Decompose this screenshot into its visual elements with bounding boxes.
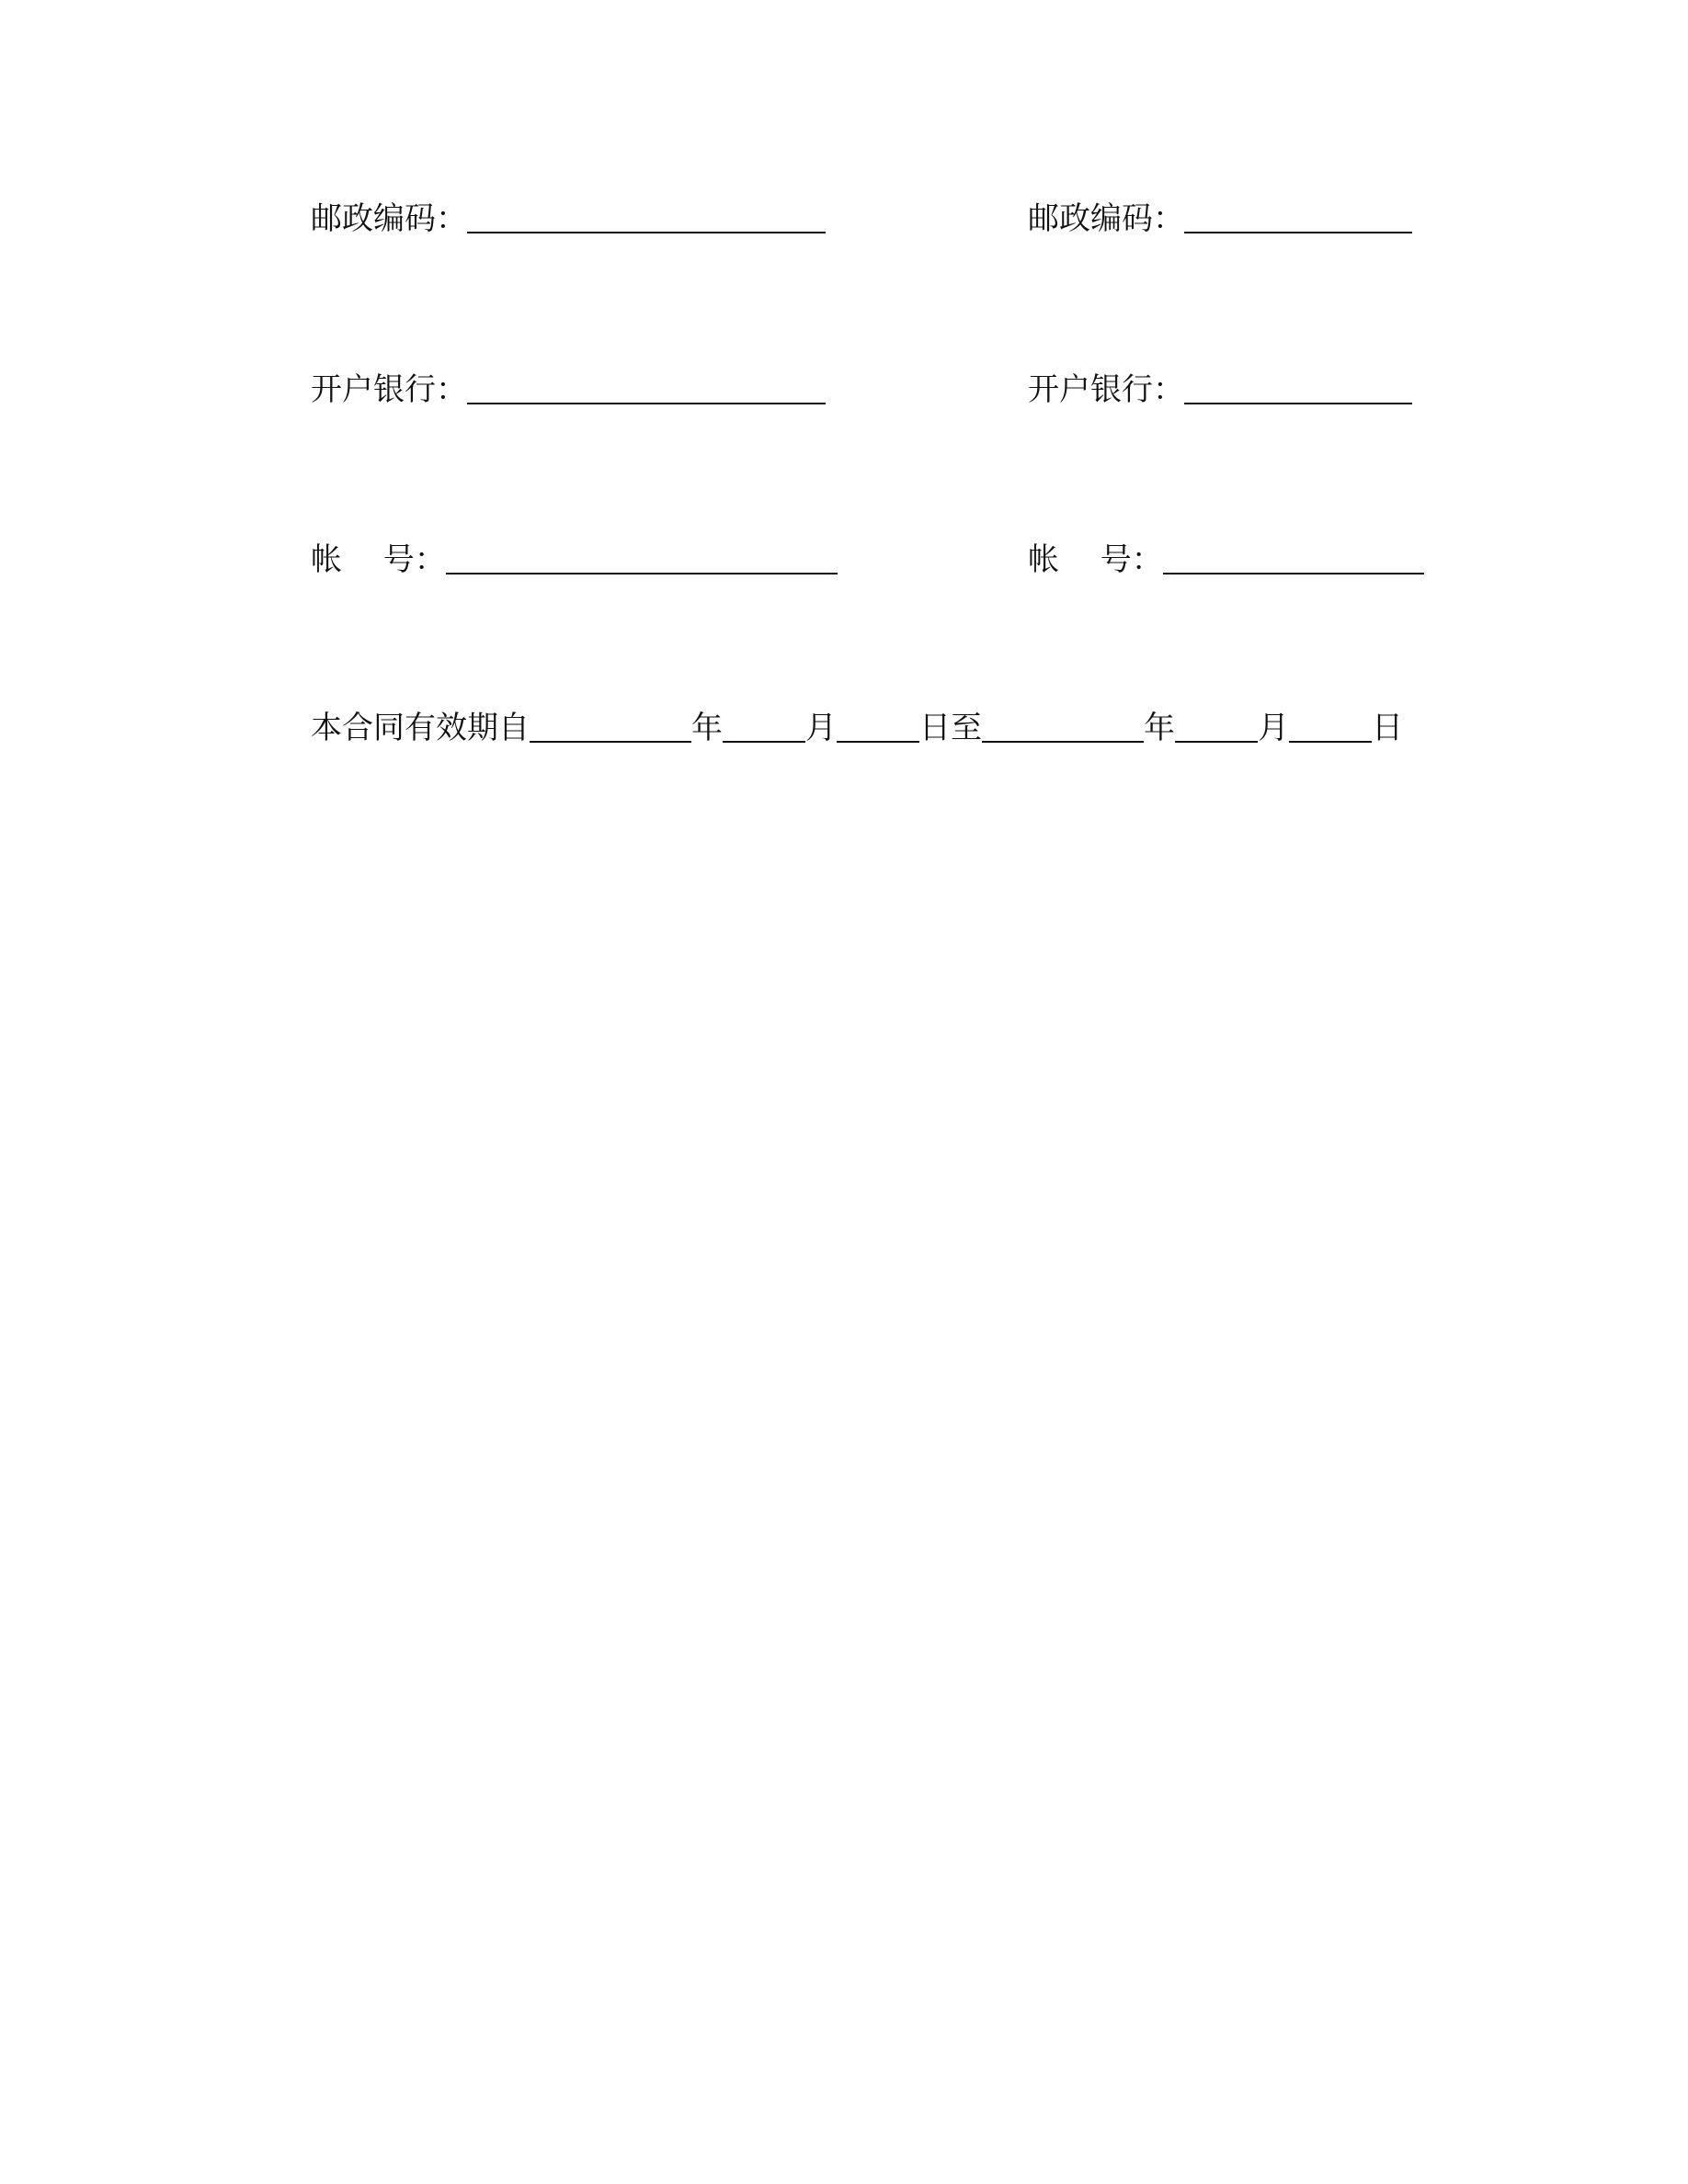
- party-b-account-row: [1028, 538, 1424, 578]
- party-a-account-label: 帐 号：: [311, 541, 446, 578]
- party-b-bank-blank[interactable]: [1184, 371, 1412, 404]
- party-b-account-blank[interactable]: [1163, 541, 1424, 574]
- start-month-label: 月: [805, 710, 837, 746]
- party-a-postal-code-blank[interactable]: [467, 200, 826, 233]
- end-month-blank[interactable]: [1175, 710, 1258, 743]
- party-b-bank-label: 开户银行：: [1028, 371, 1184, 408]
- party-a-bank-label: 开户银行：: [311, 371, 467, 408]
- party-a-account-blank[interactable]: [446, 541, 838, 574]
- end-year-blank[interactable]: [982, 710, 1144, 743]
- end-day-blank[interactable]: [1289, 710, 1372, 743]
- end-year-label: 年: [1144, 710, 1175, 746]
- validity-prefix: 本合同有效期自: [311, 710, 530, 746]
- party-b-postal-code-label: 邮政编码：: [1028, 200, 1184, 237]
- start-day-blank[interactable]: [837, 710, 919, 743]
- party-b-postal-code-blank[interactable]: [1184, 200, 1412, 233]
- start-day-to-label: 日至: [919, 710, 982, 746]
- party-a-bank-row: [311, 368, 826, 408]
- party-b-postal-code-row: [1028, 197, 1412, 237]
- party-a-postal-code-row: [311, 197, 826, 237]
- party-b-bank-row: [1028, 368, 1412, 408]
- end-month-label: 月: [1258, 710, 1289, 746]
- start-year-blank[interactable]: [530, 710, 691, 743]
- party-b-account-label: 帐 号：: [1028, 541, 1163, 578]
- party-a-postal-code-label: 邮政编码：: [311, 200, 467, 237]
- contract-validity-row: [311, 706, 1403, 746]
- end-day-label: 日: [1372, 710, 1403, 746]
- party-a-account-row: [311, 538, 838, 578]
- start-year-label: 年: [691, 710, 723, 746]
- party-a-bank-blank[interactable]: [467, 371, 826, 404]
- start-month-blank[interactable]: [723, 710, 805, 743]
